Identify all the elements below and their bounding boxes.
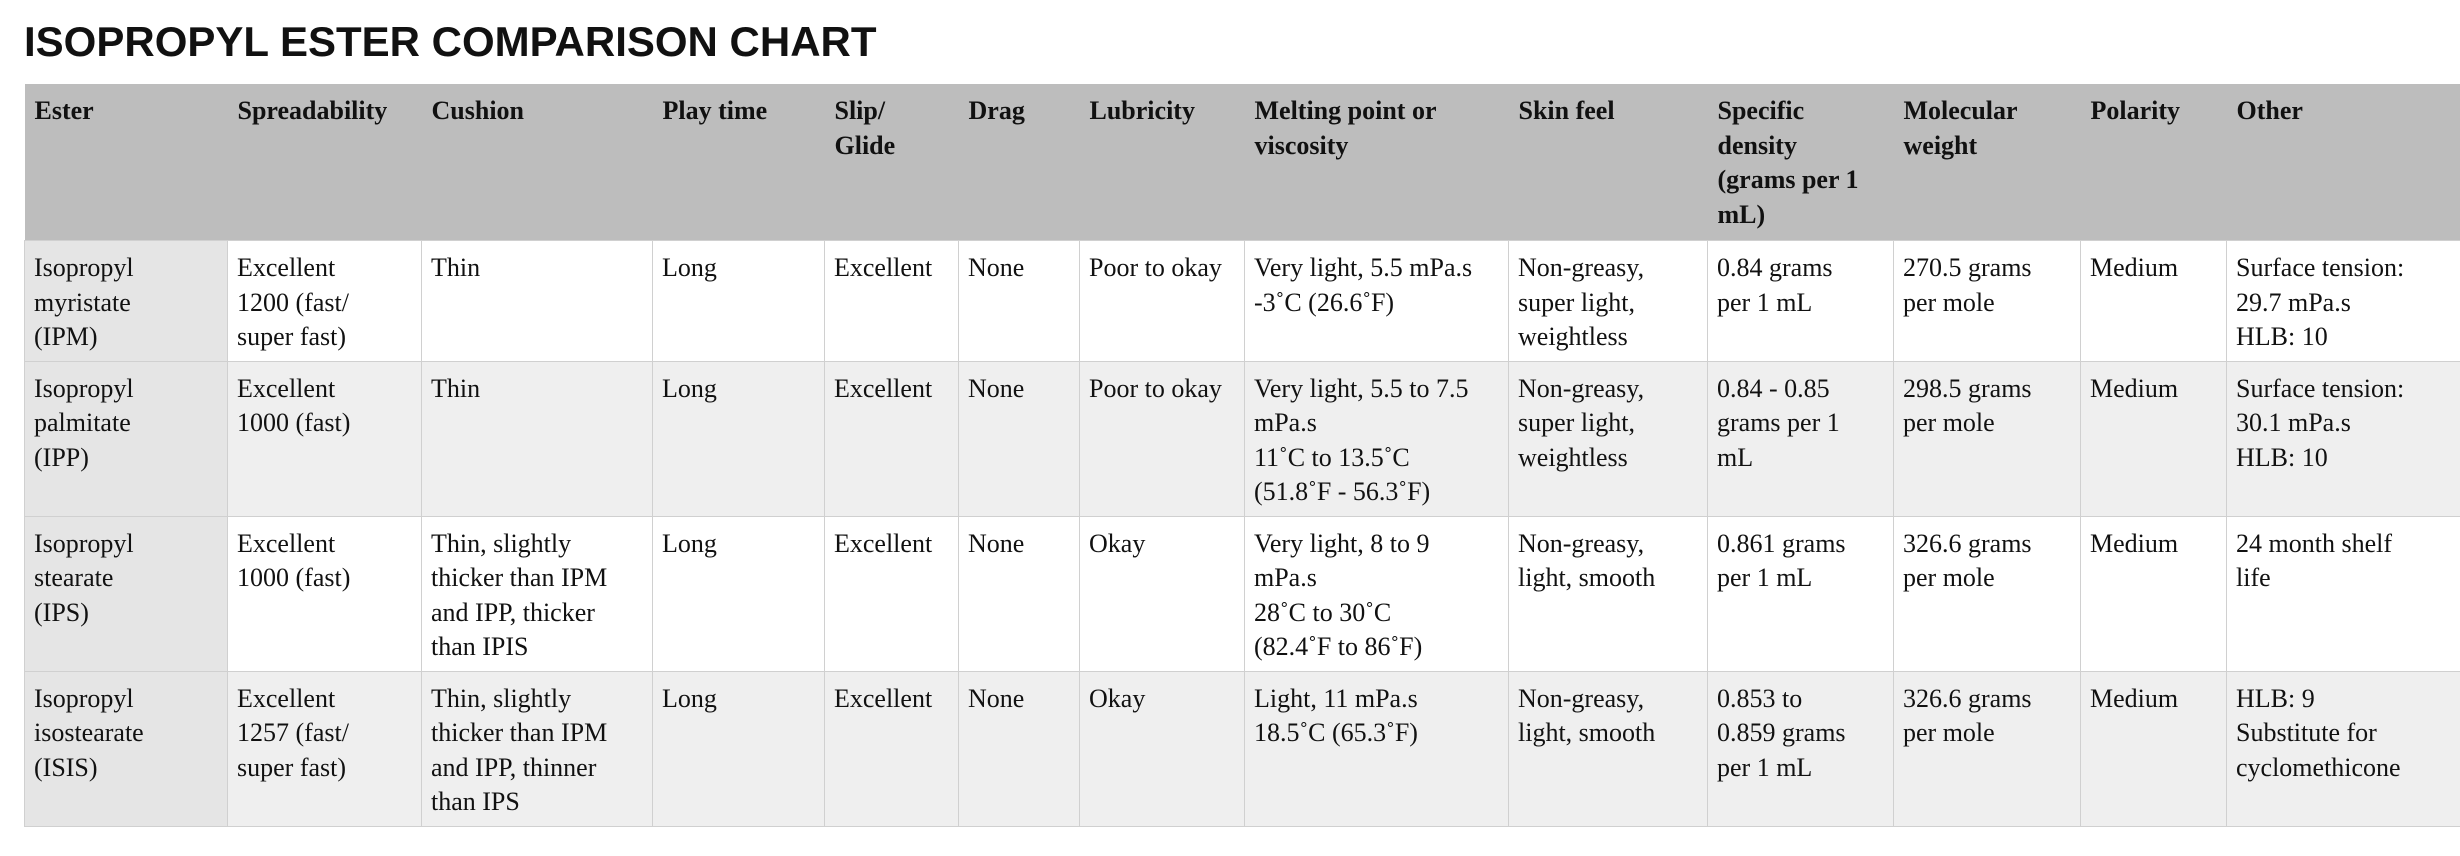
cell-play-time xyxy=(653,241,825,362)
column-header-line: Lubricity xyxy=(1089,96,1195,125)
cell-text-line: thicker than IPM xyxy=(431,563,608,592)
cell-text-line: Long xyxy=(662,253,717,282)
table-row xyxy=(25,516,2460,671)
cell-text-line: thicker than IPM xyxy=(431,718,608,747)
column-header-line: weight xyxy=(1903,130,1978,160)
cell-cushion xyxy=(422,671,653,826)
cell-text-line: 0.859 grams xyxy=(1717,718,1846,747)
column-header-line: viscosity xyxy=(1254,130,1349,160)
cell-specific-density xyxy=(1708,241,1894,362)
table-body xyxy=(25,241,2460,827)
column-header-ester xyxy=(25,84,228,241)
cell-text-line: Substitute for xyxy=(2236,718,2377,747)
cell-text-line: 0.84 - 0.85 xyxy=(1717,373,1830,403)
cell-text-line: Thin, slightly xyxy=(431,683,572,713)
cell-text-line: 1200 (fast/ xyxy=(237,287,349,317)
cell-text-line: mPa.s xyxy=(1254,563,1317,592)
cell-text-line: (IPM) xyxy=(34,322,98,351)
column-header-skin-feel xyxy=(1509,84,1708,241)
cell-specific-density xyxy=(1708,361,1894,516)
cell-text-line: Thin xyxy=(431,373,481,403)
cell-ester xyxy=(25,516,228,671)
cell-text-line: than IPIS xyxy=(431,632,529,661)
cell-text-line: per 1 mL xyxy=(1717,287,1813,317)
cell-polarity xyxy=(2081,671,2227,826)
column-header-polarity xyxy=(2081,84,2227,241)
cell-lubricity xyxy=(1080,516,1245,671)
cell-molecular-weight xyxy=(1894,241,2081,362)
cell-text-line: Excellent xyxy=(237,528,336,558)
cell-text-line: -3˚C (26.6˚F) xyxy=(1254,287,1395,317)
cell-molecular-weight xyxy=(1894,671,2081,826)
cell-other xyxy=(2227,361,2460,516)
column-header-line: Ester xyxy=(34,96,94,125)
cell-text-line: per mole xyxy=(1903,408,1995,437)
column-header-line: (grams per 1 xyxy=(1717,165,1859,194)
cell-text-line: Isopropyl xyxy=(34,683,134,713)
cell-other xyxy=(2227,671,2460,826)
cell-text-line: Excellent xyxy=(237,253,336,282)
cell-other xyxy=(2227,516,2460,671)
cell-specific-density xyxy=(1708,516,1894,671)
column-header-specific-density xyxy=(1708,84,1894,241)
page-title: ISOPROPYL ESTER COMPARISON CHART xyxy=(24,18,877,65)
column-header-line: Glide xyxy=(834,130,896,160)
cell-ester xyxy=(25,671,228,826)
cell-text-line: palmitate xyxy=(34,408,131,437)
cell-text-line: 298.5 grams xyxy=(1903,373,2032,403)
cell-text-line: HLB: 10 xyxy=(2236,322,2328,351)
cell-play-time xyxy=(653,516,825,671)
cell-text-line: Isopropyl xyxy=(34,373,134,403)
cell-text-line: Excellent xyxy=(834,253,933,282)
cell-text-line: per 1 mL xyxy=(1717,752,1813,782)
cell-text-line: Excellent xyxy=(237,373,336,403)
column-header-slip-glide xyxy=(825,84,959,241)
cell-text-line: stearate xyxy=(34,563,114,592)
column-header-lubricity xyxy=(1080,84,1245,241)
cell-text-line: Thin xyxy=(431,253,481,282)
column-header-line: Polarity xyxy=(2090,96,2181,125)
cell-text-line: mL xyxy=(1717,442,1754,472)
cell-text-line: myristate xyxy=(34,287,131,317)
cell-text-line: 18.5˚C (65.3˚F) xyxy=(1254,718,1418,747)
cell-text-line: None xyxy=(968,528,1025,558)
cell-text-line: weightless xyxy=(1518,442,1628,472)
cell-text-line: 1257 (fast/ xyxy=(237,718,349,747)
cell-text-line: 1000 (fast) xyxy=(237,408,351,437)
cell-polarity xyxy=(2081,361,2227,516)
cell-text-line: Long xyxy=(662,373,717,403)
cell-text-line: Okay xyxy=(1089,528,1146,558)
cell-spreadability xyxy=(228,361,422,516)
cell-text-line: isostearate xyxy=(34,718,144,747)
column-header-line: Melting point or xyxy=(1254,96,1437,125)
cell-text-line: (IPP) xyxy=(34,442,89,472)
cell-cushion xyxy=(422,361,653,516)
cell-text-line: 30.1 mPa.s xyxy=(2236,408,2351,437)
table-row xyxy=(25,361,2460,516)
cell-cushion xyxy=(422,516,653,671)
cell-skin-feel xyxy=(1509,516,1708,671)
cell-text-line: Excellent xyxy=(834,373,933,403)
cell-text-line: Non-greasy, xyxy=(1518,528,1645,558)
cell-text-line: 270.5 grams xyxy=(1903,253,2032,282)
cell-drag xyxy=(959,361,1080,516)
cell-lubricity xyxy=(1080,361,1245,516)
column-header-line: density xyxy=(1717,130,1797,160)
cell-text-line: weightless xyxy=(1518,322,1628,351)
cell-text-line: Medium xyxy=(2090,253,2179,282)
cell-text-line: (51.8˚F - 56.3˚F) xyxy=(1254,477,1431,506)
cell-text-line: Excellent xyxy=(834,683,933,713)
column-header-cushion xyxy=(422,84,653,241)
cell-text-line: (ISIS) xyxy=(34,752,98,782)
cell-text-line: Poor to okay xyxy=(1089,253,1222,282)
cell-slip-glide xyxy=(825,241,959,362)
cell-melting-point-viscosity xyxy=(1245,241,1509,362)
cell-text-line: 0.853 to xyxy=(1717,683,1803,713)
column-header-line: Spreadability xyxy=(237,96,388,125)
cell-text-line: None xyxy=(968,253,1025,282)
cell-text-line: super fast) xyxy=(237,322,347,351)
cell-lubricity xyxy=(1080,671,1245,826)
cell-text-line: Long xyxy=(662,528,717,558)
cell-text-line: 11˚C to 13.5˚C xyxy=(1254,442,1410,472)
cell-text-line: Excellent xyxy=(237,683,336,713)
cell-ester xyxy=(25,241,228,362)
cell-molecular-weight xyxy=(1894,361,2081,516)
cell-text-line: Medium xyxy=(2090,528,2179,558)
column-header-other xyxy=(2227,84,2460,241)
cell-text-line: light, smooth xyxy=(1518,563,1656,592)
cell-text-line: None xyxy=(968,373,1025,403)
cell-skin-feel xyxy=(1509,361,1708,516)
cell-text-line: and IPP, thinner xyxy=(431,752,597,782)
cell-text-line: per mole xyxy=(1903,718,1995,747)
cell-text-line: 326.6 grams xyxy=(1903,683,2032,713)
cell-text-line: 1000 (fast) xyxy=(237,563,351,592)
cell-text-line: super light, xyxy=(1518,408,1635,437)
cell-text-line: Medium xyxy=(2090,683,2179,713)
cell-text-line: light, smooth xyxy=(1518,718,1656,747)
cell-play-time xyxy=(653,671,825,826)
cell-text-line: 28˚C to 30˚C xyxy=(1254,597,1392,627)
cell-melting-point-viscosity xyxy=(1245,516,1509,671)
column-header-line: Play time xyxy=(662,96,768,125)
cell-text-line: Surface tension: xyxy=(2236,373,2405,403)
column-header-line: Skin feel xyxy=(1518,96,1615,125)
column-header-play-time xyxy=(653,84,825,241)
cell-text-line: per mole xyxy=(1903,563,1995,592)
cell-molecular-weight xyxy=(1894,516,2081,671)
cell-text-line: (IPS) xyxy=(34,597,89,627)
column-header-line: Slip/ xyxy=(834,96,886,125)
cell-text-line: mPa.s xyxy=(1254,408,1317,437)
ester-comparison-table xyxy=(24,84,2460,827)
cell-text-line: Very light, 8 to 9 xyxy=(1254,528,1430,558)
cell-text-line: Excellent xyxy=(834,528,933,558)
column-header-melting-point-viscosity xyxy=(1245,84,1509,241)
cell-spreadability xyxy=(228,671,422,826)
column-header-line: mL) xyxy=(1717,199,1766,229)
column-header-line: Molecular xyxy=(1903,96,2018,125)
cell-text-line: and IPP, thicker xyxy=(431,597,595,627)
cell-text-line: super light, xyxy=(1518,287,1635,317)
table-row xyxy=(25,671,2460,826)
cell-melting-point-viscosity xyxy=(1245,671,1509,826)
cell-text-line: Very light, 5.5 to 7.5 xyxy=(1254,373,1469,403)
cell-ester xyxy=(25,361,228,516)
cell-slip-glide xyxy=(825,671,959,826)
cell-text-line: 24 month shelf xyxy=(2236,528,2392,558)
cell-drag xyxy=(959,241,1080,362)
cell-cushion xyxy=(422,241,653,362)
cell-melting-point-viscosity xyxy=(1245,361,1509,516)
cell-text-line: Thin, slightly xyxy=(431,528,572,558)
cell-text-line: per 1 mL xyxy=(1717,563,1813,592)
cell-text-line: Surface tension: xyxy=(2236,253,2405,282)
cell-text-line: HLB: 10 xyxy=(2236,442,2328,472)
cell-polarity xyxy=(2081,516,2227,671)
cell-text-line: Very light, 5.5 mPa.s xyxy=(1254,253,1473,282)
cell-text-line: life xyxy=(2236,563,2271,592)
cell-text-line: 326.6 grams xyxy=(1903,528,2032,558)
cell-text-line: Non-greasy, xyxy=(1518,253,1645,282)
column-header-line: Specific xyxy=(1717,96,1805,125)
cell-text-line: cyclomethicone xyxy=(2236,752,2401,782)
cell-play-time xyxy=(653,361,825,516)
cell-drag xyxy=(959,671,1080,826)
cell-drag xyxy=(959,516,1080,671)
column-header-spreadability xyxy=(228,84,422,241)
cell-text-line: Poor to okay xyxy=(1089,373,1222,403)
cell-slip-glide xyxy=(825,516,959,671)
cell-lubricity xyxy=(1080,241,1245,362)
cell-spreadability xyxy=(228,516,422,671)
cell-text-line: (82.4˚F to 86˚F) xyxy=(1254,632,1423,661)
column-header-line: Drag xyxy=(968,96,1025,125)
cell-other xyxy=(2227,241,2460,362)
cell-text-line: HLB: 9 xyxy=(2236,683,2315,713)
cell-skin-feel xyxy=(1509,241,1708,362)
cell-text-line: 0.861 grams xyxy=(1717,528,1846,558)
cell-text-line: 29.7 mPa.s xyxy=(2236,287,2351,317)
cell-text-line: Long xyxy=(662,683,717,713)
table-row xyxy=(25,241,2460,362)
column-header-line: Cushion xyxy=(431,96,524,125)
cell-text-line: per mole xyxy=(1903,287,1995,317)
cell-text-line: grams per 1 xyxy=(1717,408,1840,437)
cell-specific-density xyxy=(1708,671,1894,826)
table-header-row xyxy=(25,84,2460,241)
cell-text-line: Light, 11 mPa.s xyxy=(1254,683,1418,713)
cell-polarity xyxy=(2081,241,2227,362)
column-header-molecular-weight xyxy=(1894,84,2081,241)
cell-slip-glide xyxy=(825,361,959,516)
cell-text-line: Okay xyxy=(1089,683,1146,713)
cell-text-line: Non-greasy, xyxy=(1518,373,1645,403)
cell-spreadability xyxy=(228,241,422,362)
column-header-line: Other xyxy=(2236,96,2303,125)
cell-text-line: than IPS xyxy=(431,787,520,816)
cell-text-line: Isopropyl xyxy=(34,253,134,282)
cell-text-line: Isopropyl xyxy=(34,528,134,558)
cell-text-line: Medium xyxy=(2090,373,2179,403)
cell-text-line: None xyxy=(968,683,1025,713)
cell-text-line: Non-greasy, xyxy=(1518,683,1645,713)
column-header-drag xyxy=(959,84,1080,241)
cell-text-line: 0.84 grams xyxy=(1717,253,1833,282)
cell-text-line: super fast) xyxy=(237,752,347,782)
cell-skin-feel xyxy=(1509,671,1708,826)
